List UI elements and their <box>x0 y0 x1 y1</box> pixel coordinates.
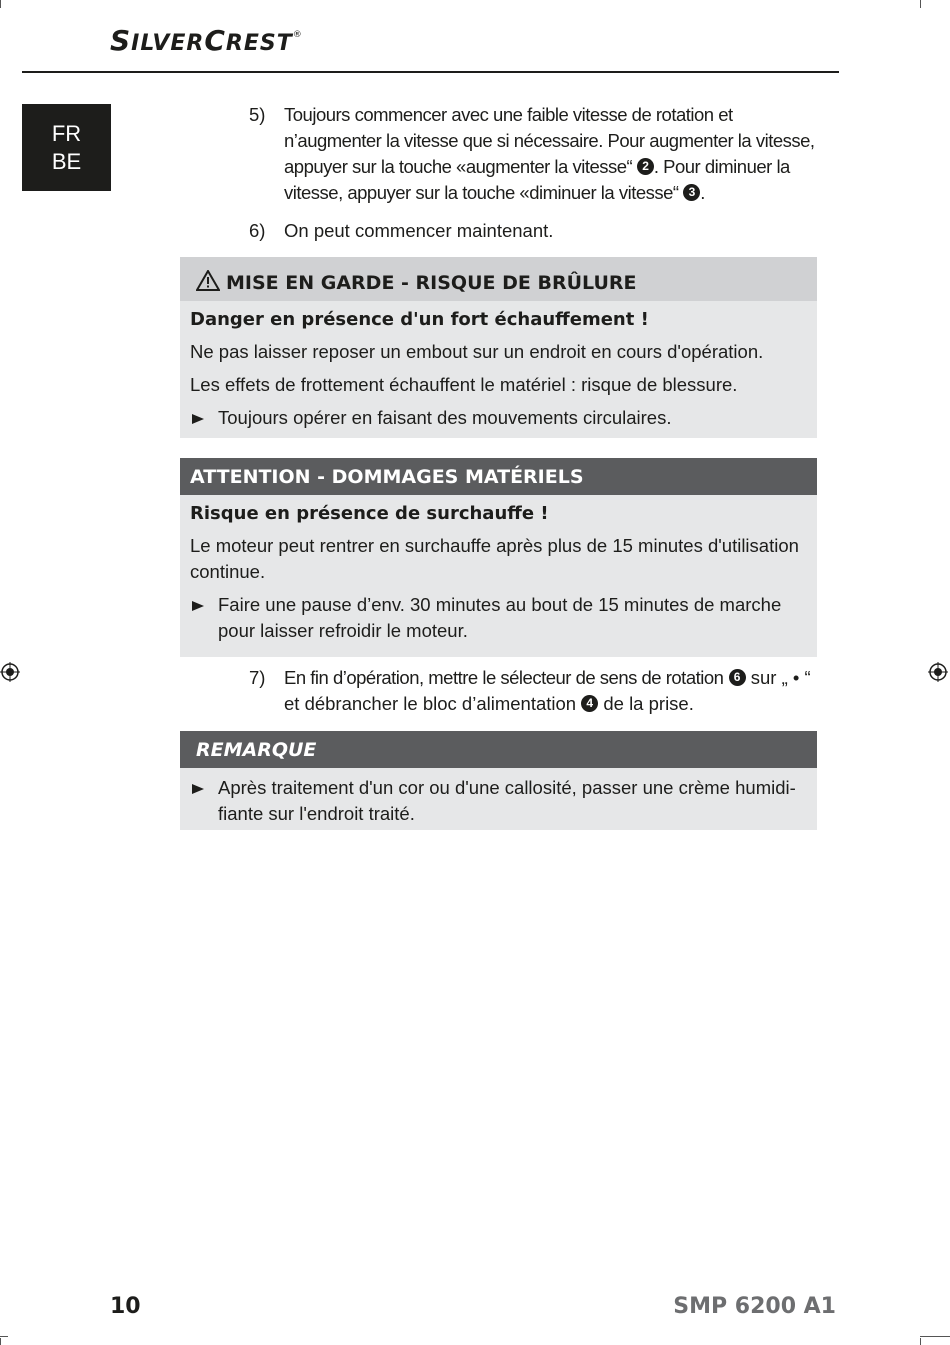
reference-badge: 2 <box>637 158 654 175</box>
registration-mark-icon <box>928 662 948 682</box>
warning-body <box>180 301 817 448</box>
attention-bullet: Faire une pause d’env. 30 minutes au bout de 15 minutes de marche pour laisser refroidir le moteur. <box>190 592 807 644</box>
reference-badge: 3 <box>683 184 700 201</box>
note-body <box>180 768 817 844</box>
crop-mark <box>0 0 1 8</box>
language-code-be: BE <box>51 149 82 174</box>
attention-body <box>180 495 817 661</box>
model-number: SMP 6200 A1 <box>673 1294 836 1319</box>
bullet-arrow-icon <box>192 414 204 424</box>
note-bullet: Après traitement d'un cor ou d'une callosité, passer une crème humidi-fiante sur l'endroit traité. <box>190 775 807 827</box>
step-text: Toujours commencer avec une faible vitesse de rotation et n’augmenter la vitesse que si nécessaire. Pour augmenter la vitesse, appuyer sur la touche «augmenter la vitesse“ 2 . Pour diminuer la vitesse, appuyer sur la touche «diminuer la vitesse“ 3 . <box>284 104 815 203</box>
bullet-arrow-icon <box>192 601 204 611</box>
step-7 <box>249 665 819 717</box>
note-header: REMARQUE <box>180 731 817 768</box>
reference-badge: 6 <box>729 669 746 686</box>
step-number: 7) <box>249 667 266 688</box>
crop-mark <box>920 1336 950 1337</box>
attention-box <box>180 458 817 657</box>
reference-badge: 4 <box>581 695 598 712</box>
header-rule <box>22 71 839 73</box>
step-text: En fin d’opération, mettre le sélecteur de sens de rotation 6 sur „ • “ et débrancher le bloc d’alimentation 4 de la prise. <box>284 667 811 714</box>
warning-text: Ne pas laisser reposer un embout sur un endroit en cours d'opération. <box>190 341 764 362</box>
warning-text: Les effets de frottement échauffent le matériel : risque de blessure. <box>190 374 738 395</box>
crop-mark <box>0 1338 1 1345</box>
language-code-fr: FR <box>51 121 82 146</box>
warning-bullet: Toujours opérer en faisant des mouvements circulaires. <box>190 405 807 431</box>
language-tab <box>22 104 111 191</box>
note-box <box>180 731 817 830</box>
brand-logo: SILVERCREST® <box>110 24 303 57</box>
step-number: 6) <box>249 220 266 241</box>
step-text: On peut commencer maintenant. <box>284 220 554 241</box>
registration-mark-icon <box>0 662 20 682</box>
attention-subtitle: Risque en présence de surchauffe ! <box>190 503 549 524</box>
crop-mark <box>920 0 921 8</box>
page-number: 10 <box>110 1294 141 1319</box>
warning-box <box>180 257 817 438</box>
warning-title: MISE EN GARDE - RISQUE DE BRÛLURE <box>226 272 637 294</box>
warning-header <box>180 257 817 301</box>
crop-mark <box>920 1338 921 1345</box>
bullet-arrow-icon <box>192 784 204 794</box>
step-6 <box>249 218 819 244</box>
crop-mark <box>0 1336 8 1337</box>
attention-header: ATTENTION - DOMMAGES MATÉRIELS <box>180 458 817 495</box>
step-5 <box>249 102 819 206</box>
attention-text: Le moteur peut rentrer en surchauffe après plus de 15 minutes d'utilisation continue. <box>190 535 799 582</box>
warning-subtitle: Danger en présence d'un fort échauffement ! <box>190 309 649 330</box>
step-number: 5) <box>249 104 266 125</box>
warning-triangle-icon <box>196 270 220 291</box>
